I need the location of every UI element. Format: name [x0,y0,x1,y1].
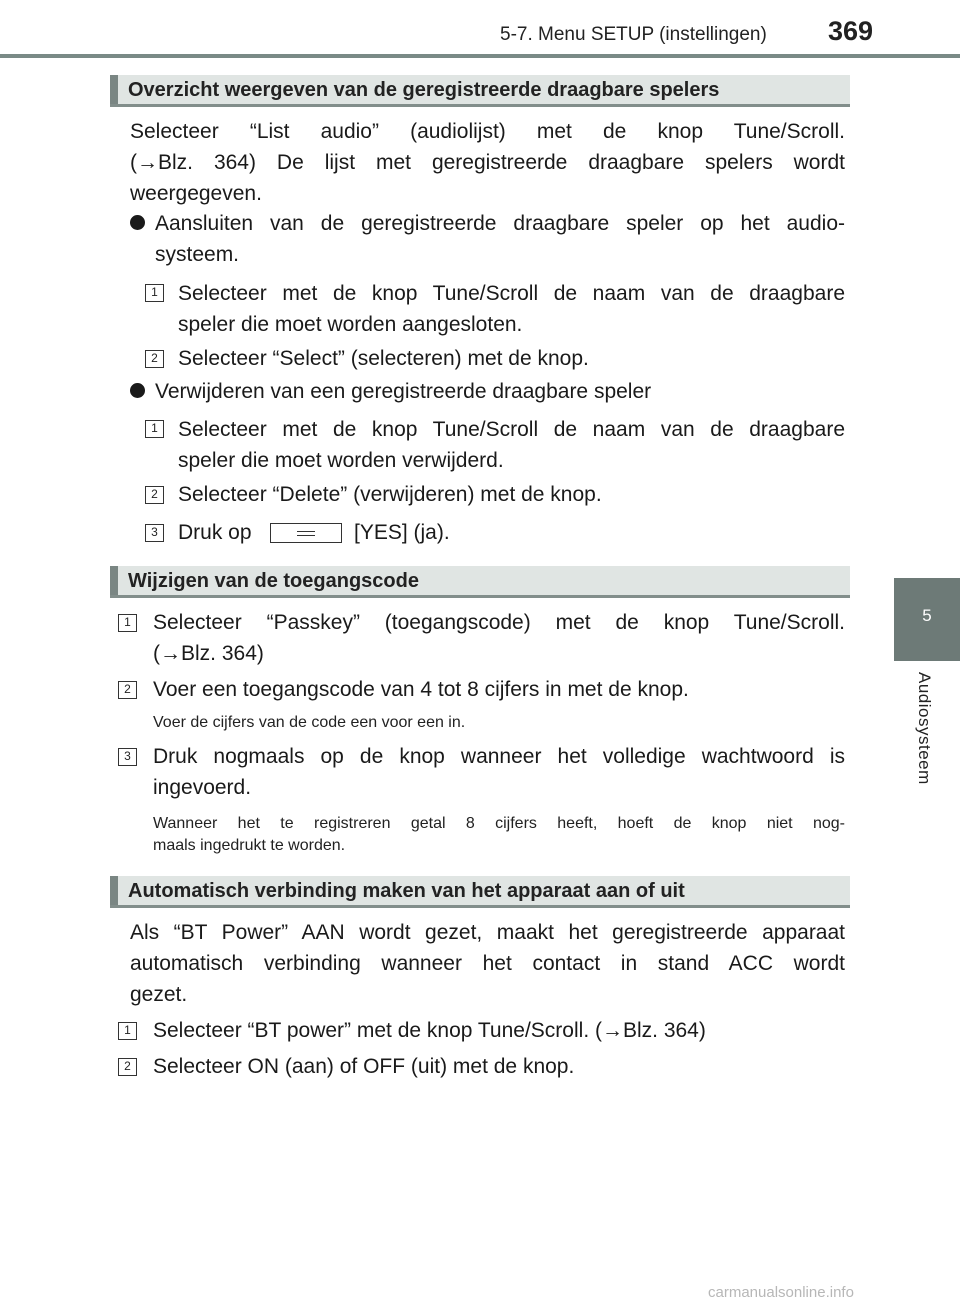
section-title: Automatisch verbinding maken van het apparaat aan of uit [128,880,685,902]
step-text: (→Blz. 364) [153,642,264,665]
step-text: Selecteer “Passkey” (toegangscode) met de knop Tune/Scroll. [153,611,845,634]
step-number-badge: 3 [145,524,164,542]
step-text: Voer een toegangscode van 4 tot 8 cijfers in met de knop. [153,678,689,701]
step-text: Selecteer “BT power” met de knop Tune/Scroll. (→Blz. 364) [153,1019,706,1042]
intro-line: Als “BT Power” AAN wordt gezet, maakt het geregistreerde apparaat [130,921,845,944]
step-note: Wanneer het te registreren getal 8 cijfers heeft, hoeft de knop niet nog- [153,815,845,832]
step-number-badge: 3 [118,748,137,766]
section-title: Wijzigen van de toegangscode [128,570,419,592]
step-number-badge: 1 [145,284,164,302]
step-note: Voer de cijfers van de code een voor een in. [153,714,466,731]
step-text: Selecteer ON (aan) of OFF (uit) met de knop. [153,1055,575,1078]
header-section-title: 5-7. Menu SETUP (instellingen) [500,24,767,45]
section-heading-overview [110,75,850,107]
step-note: maals ingedrukt te worden. [153,837,346,854]
bullet-text: Aansluiten van de geregistreerde draagbare speler op het audio- [155,212,845,235]
bullet-icon [130,383,145,398]
intro-line: automatisch verbinding wanneer het contact in stand ACC wordt [130,952,845,975]
step-text: speler die moet worden verwijderd. [178,449,504,472]
watermark: carmanualsonline.info [708,1284,854,1301]
section-heading-auto-connect [110,876,850,908]
step-number-badge: 2 [118,1058,137,1076]
step-number-badge: 1 [145,420,164,438]
bullet-icon [130,215,145,230]
step-number-badge: 2 [145,350,164,368]
step-text: speler die moet worden aangesloten. [178,313,523,336]
page-number: 369 [828,16,874,46]
intro-line: gezet. [130,983,188,1006]
button-key-icon [270,523,342,543]
step-number-badge: 1 [118,1022,137,1040]
intro-line: (→Blz. 364) De lijst met geregistreerde draagbare spelers wordt [130,151,845,174]
step-number-badge: 1 [118,614,137,632]
bullet-text: Verwijderen van een geregistreerde draagbare speler [155,380,652,403]
intro-line: weergegeven. [130,182,262,205]
step-text: Selecteer “Select” (selecteren) met de knop. [178,347,589,370]
step-text: ingevoerd. [153,776,252,799]
step-text: Selecteer met de knop Tune/Scroll de naam van de draagbare [178,418,845,441]
chapter-number: 5 [922,606,932,625]
chapter-label: Audiosysteem [915,672,934,785]
step-text: [YES] (ja). [354,521,450,544]
chapter-tab [894,578,960,661]
section-heading-passkey [110,566,850,598]
step-number-badge: 2 [145,486,164,504]
header-rule [0,54,960,58]
step-number-badge: 2 [118,681,137,699]
step-text: Selecteer met de knop Tune/Scroll de naam van de draagbare [178,282,845,305]
intro-line: Selecteer “List audio” (audiolijst) met de knop Tune/Scroll. [130,120,845,143]
step-text: Druk op [178,521,252,544]
step-text: Druk nogmaals op de knop wanneer het volledige wachtwoord is [153,745,845,768]
step-text: Selecteer “Delete” (verwijderen) met de knop. [178,483,602,506]
section-title: Overzicht weergeven van de geregistreerde draagbare spelers [128,79,720,101]
bullet-text: systeem. [155,243,240,266]
